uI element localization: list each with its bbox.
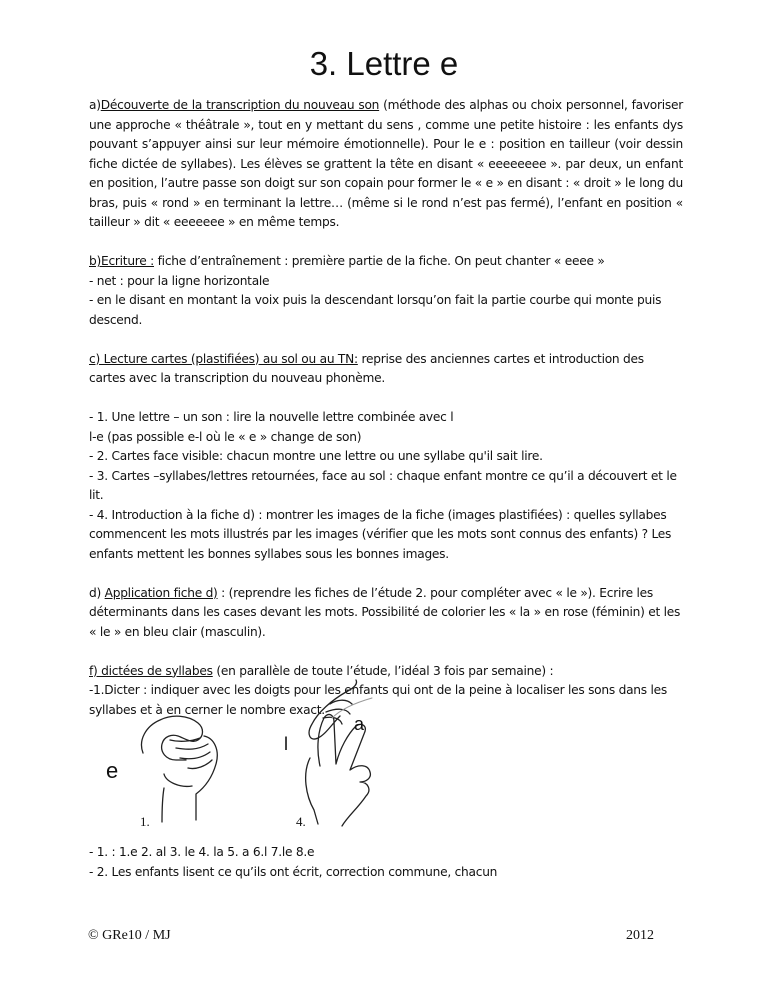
section-b xyxy=(89,252,683,330)
section-d-text: : (reprendre les fiches de l’étude 2. pour compléter avec « le »). Ecrire les déterminants dans les cases devant les mots. Possibilité de colorier les « la » en rose (féminin) et les « le » en bleu clair (masculin). xyxy=(89,585,681,639)
list-item: - 4. Introduction à la fiche d) : montrer les images de la fiche (images plastifiées) : quelles syllabes commencent les mots illustrés par les images (vérifier que les mots sont connus des enfants) ? Les enfants mettent les bonnes syllabes sous les bonnes images. xyxy=(89,507,672,561)
hand-sign-e-icon xyxy=(142,716,218,822)
footer-year: 2012 xyxy=(626,928,654,943)
section-d-heading: Application fiche d) xyxy=(104,585,218,600)
dictation-line: - 2. Les enfants lisent ce qu’ils ont écrit, correction commune, chacun xyxy=(89,864,498,879)
dictation-line: - 1. : 1.e 2. al 3. le 4. la 5. a 6.l 7.le 8.e xyxy=(89,845,315,859)
dictation-results xyxy=(89,843,689,882)
section-c-list xyxy=(89,408,683,564)
list-item: - 2. Cartes face visible: chacun montre une lettre ou une syllabe qu'il sait lire. xyxy=(89,449,543,463)
section-a-heading: Découverte de la transcription du nouveau son xyxy=(100,98,380,112)
list-item: l-e (pas possible e-l où le « e » change de son) xyxy=(89,429,362,444)
section-b-line: - en le disant en montant la voix puis la descendant lorsqu’on fait la partie courbe qui monte puis descend. xyxy=(89,293,662,327)
document-body xyxy=(89,96,683,740)
figure-letter-l: l xyxy=(284,734,288,754)
section-f-line: -1.Dicter : indiquer avec les doigts pour les enfants qui ont de la peine à localiser les sons dans les syllabes et à en cerner le nombre exact. xyxy=(89,683,667,717)
section-a xyxy=(89,96,683,233)
hand-signs-illustration xyxy=(80,678,500,830)
section-b-heading: b)Ecriture : xyxy=(89,254,155,268)
list-item: - 1. Une lettre – un son : lire la nouvelle lettre combinée avec l xyxy=(89,410,454,424)
figure-caption-4: 4. xyxy=(296,814,306,829)
section-d xyxy=(89,584,683,643)
footer-copyright: © GRe10 / MJ xyxy=(88,928,171,943)
section-c-text: reprise des anciennes cartes et introduction des cartes avec la transcription du nouveau phonème. xyxy=(89,351,644,385)
section-a-text: (méthode des alphas ou choix personnel, favoriser une approche « théâtrale », tout en y mettant du sens , comme une petite histoire : les enfants dys pouvant s’appuyer ainsi sur leur mémoire émotionnelle). Pour le e : position en tailleur (voir dessin fiche dictée de syllabes). Les élèves se grattent la tête en disant « eeeeeeee ». par deux, un enfant en position, l’autre passe son doigt sur son copain pour former le « e » en disant : « droit » le long du bras, puis « rond » en terminant la lettre… (même si le rond n’est pas fermé), l’enfant en position « tailleur » dit « eeeeeee » en même temps. xyxy=(89,98,684,229)
section-d-prefix: d) xyxy=(89,585,105,600)
page-title: 3. Lettre e xyxy=(309,45,459,82)
figure-letter-e: e xyxy=(106,758,119,783)
section-a-prefix: a) xyxy=(89,98,101,112)
list-item: - 3. Cartes –syllabes/lettres retournées, face au sol : chaque enfant montre ce qu’il a découvert et le lit. xyxy=(89,468,677,502)
figure-caption-1: 1. xyxy=(140,814,150,829)
figure-letter-a: a xyxy=(354,714,365,734)
section-f-text: (en parallèle de toute l’étude, l’idéal 3 fois par semaine) : xyxy=(212,663,554,678)
section-c-heading: c) Lecture cartes (plastifiées) au sol ou au TN: xyxy=(89,351,358,366)
section-b-text: fiche d’entraînement : première partie de la fiche. On peut chanter « eeee » xyxy=(154,254,605,268)
section-b-line: - net : pour la ligne horizontale xyxy=(89,273,270,288)
section-c xyxy=(89,350,683,389)
section-f-heading: f) dictées de syllabes xyxy=(89,663,213,678)
